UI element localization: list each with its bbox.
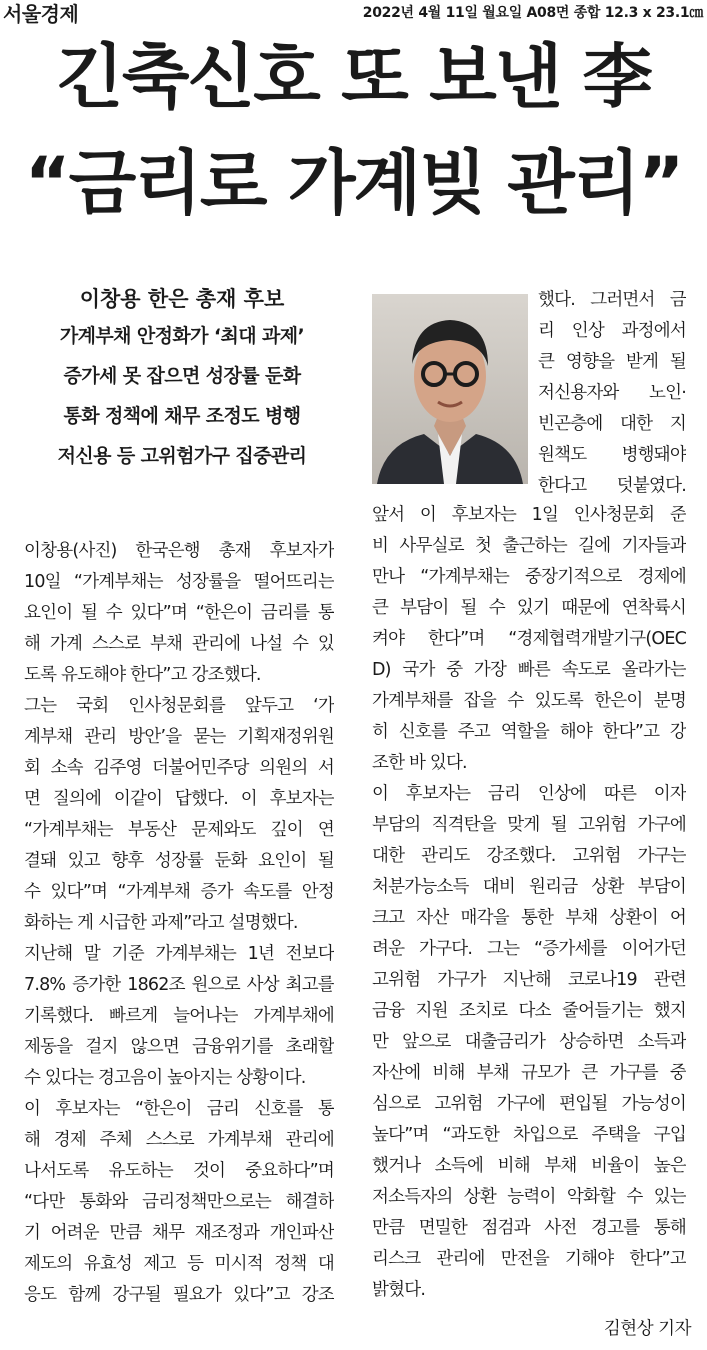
- body-line: 제도의 유효성 제고 등 미시적 정책 대: [24, 1254, 334, 1274]
- body-column-top-right: [538, 285, 686, 502]
- body-line: 처분가능소득 대비 원리금 상환 부담이: [372, 877, 686, 897]
- body-line: 10일 “가계부채는 성장률을 떨어뜨리는: [24, 572, 334, 592]
- body-line: 그는 국회 인사청문회를 앞두고 ‘가: [24, 696, 334, 716]
- body-line: 이창용(사진) 한국은행 총재 후보자가: [24, 541, 334, 561]
- body-line: 한다고 덧붙였다.: [538, 476, 686, 496]
- body-line: 큰 부담이 될 수 있기 때문에 연착륙시: [372, 598, 686, 618]
- dateline: 2022년 4월 11일 월요일 A08면 종합 12.3 x 23.1㎝: [362, 5, 703, 21]
- body-line: 나서도록 유도하는 것이 중요하다”며: [24, 1161, 334, 1181]
- headline-line-2: “금리로 가계빚 관리”: [24, 142, 683, 224]
- body-line: 응도 함께 강구될 필요가 있다”고 강조: [24, 1285, 334, 1305]
- body-line: 리 인상 과정에서: [538, 321, 686, 341]
- body-line: 켜야 한다”며 “경제협력개발기구(OEC: [372, 629, 686, 649]
- body-line: 이 후보자는 금리 인상에 따른 이자: [372, 784, 686, 804]
- body-line: 지난해 말 기준 가계부채는 1년 전보다: [24, 944, 334, 964]
- headline-line-1: 긴축신호 또 보낸 李: [56, 36, 651, 118]
- portrait-photo: [372, 294, 528, 484]
- body-line: 만 앞으로 대출금리가 상승하면 소득과: [372, 1032, 686, 1052]
- body-line: 제동을 걸지 않으면 금융위기를 초래할: [24, 1037, 334, 1057]
- body-line: 가계부채를 잡을 수 있도록 한은이 분명: [372, 691, 686, 711]
- body-line: 빈곤층에 대한 지: [538, 414, 686, 434]
- body-line: 저신용자와 노인·: [538, 383, 686, 403]
- body-line: 조한 바 있다.: [372, 753, 467, 773]
- body-line: 금융 지원 조치로 다소 줄어들기는 했지: [372, 1001, 686, 1021]
- body-line: 해 가계 스스로 부채 관리에 나설 수 있: [24, 634, 334, 654]
- body-line: 크고 자산 매각을 통한 부채 상환이 어: [372, 908, 686, 928]
- body-line: 심으로 고위험 가구에 편입될 가능성이: [372, 1094, 686, 1114]
- newspaper-name: 서울경제: [3, 2, 79, 26]
- body-line: 기 어려운 만큼 채무 재조정과 개인파산: [24, 1223, 334, 1243]
- subheading-2: 증가세 못 잡으면 성장률 둔화: [63, 365, 301, 387]
- body-line: 수 있다”며 “가계부채 증가 속도를 안정: [24, 882, 334, 902]
- body-line: 수 있다는 경고음이 높아지는 상황이다.: [24, 1068, 306, 1088]
- body-column-right: [372, 500, 686, 1306]
- body-line: 대한 관리도 강조했다. 고위험 가구는: [372, 846, 686, 866]
- subheadings: [8, 284, 356, 484]
- body-line: 7.8% 증가한 1862조 원으로 사상 최고를: [24, 975, 334, 995]
- body-line: 도록 유도해야 한다”고 강조했다.: [24, 665, 261, 685]
- body-line: 저소득자의 상환 능력이 악화할 수 있는: [372, 1187, 686, 1207]
- body-line: 높다”며 “과도한 차입으로 주택을 구입: [372, 1125, 686, 1145]
- body-line: 만큼 면밀한 점검과 사전 경고를 통해: [372, 1218, 686, 1238]
- body-line: 앞서 이 후보자는 1일 인사청문회 준: [372, 505, 686, 525]
- subheading-1: 가계부채 안정화가 ‘최대 과제’: [59, 325, 305, 347]
- body-line: 려운 가구다. 그는 “증가세를 이어가던: [372, 939, 686, 959]
- body-line: 이 후보자는 “한은이 금리 신호를 통: [24, 1099, 334, 1119]
- subheading-4: 저신용 등 고위험가구 집중관리: [57, 445, 307, 467]
- subheading-3: 통화 정책에 채무 조정도 병행: [63, 405, 301, 427]
- byline: 김현상 기자: [603, 1319, 691, 1339]
- body-column-left: [24, 536, 334, 1311]
- subheading-0: 이창용 한은 총재 후보: [79, 287, 285, 311]
- body-line: 요인이 될 수 있다”며 “한은이 금리를 통: [24, 603, 334, 623]
- masthead-bar: [0, 0, 707, 28]
- body-line: 했거나 소득에 비해 부채 비율이 높은: [372, 1156, 686, 1176]
- body-line: 해 경제 주체 스스로 가계부채 관리에: [24, 1130, 334, 1150]
- body-line: 기록했다. 빠르게 늘어나는 가계부채에: [24, 1006, 334, 1026]
- body-line: 결돼 있고 향후 성장률 둔화 요인이 될: [24, 851, 334, 871]
- body-line: 큰 영향을 받게 될: [538, 352, 686, 372]
- body-line: 히 신호를 주고 역할을 해야 한다”고 강: [372, 722, 686, 742]
- body-line: 고위험 가구가 지난해 코로나19 관련: [372, 970, 686, 990]
- body-line: “다만 통화와 금리정책만으로는 해결하: [24, 1192, 334, 1212]
- body-line: 자산에 비해 부채 규모가 큰 가구를 중: [372, 1063, 686, 1083]
- portrait-illustration: [372, 294, 528, 484]
- body-line: 원책도 병행돼야: [538, 445, 686, 465]
- body-line: “가계부채는 부동산 문제와도 깊이 연: [24, 820, 334, 840]
- body-line: 밝혔다.: [372, 1280, 426, 1300]
- body-line: 화하는 게 시급한 과제”라고 설명했다.: [24, 913, 298, 933]
- body-line: 계부채 관리 방안’을 묻는 기획재정위원: [24, 727, 334, 747]
- body-line: 비 사무실로 첫 출근하는 길에 기자들과: [372, 536, 686, 556]
- body-line: 부담의 직격탄을 맞게 될 고위험 가구에: [372, 815, 686, 835]
- body-line: 회 소속 김주영 더불어민주당 의원의 서: [24, 758, 334, 778]
- body-line: 면 질의에 이같이 답했다. 이 후보자는: [24, 789, 334, 809]
- body-line: 했다. 그러면서 금: [538, 290, 686, 310]
- body-line: D) 국가 중 가장 빠른 속도로 올라가는: [372, 660, 686, 680]
- body-line: 리스크 관리에 만전을 기해야 한다”고: [372, 1249, 686, 1269]
- body-line: 만나 “가계부채는 중장기적으로 경제에: [372, 567, 686, 587]
